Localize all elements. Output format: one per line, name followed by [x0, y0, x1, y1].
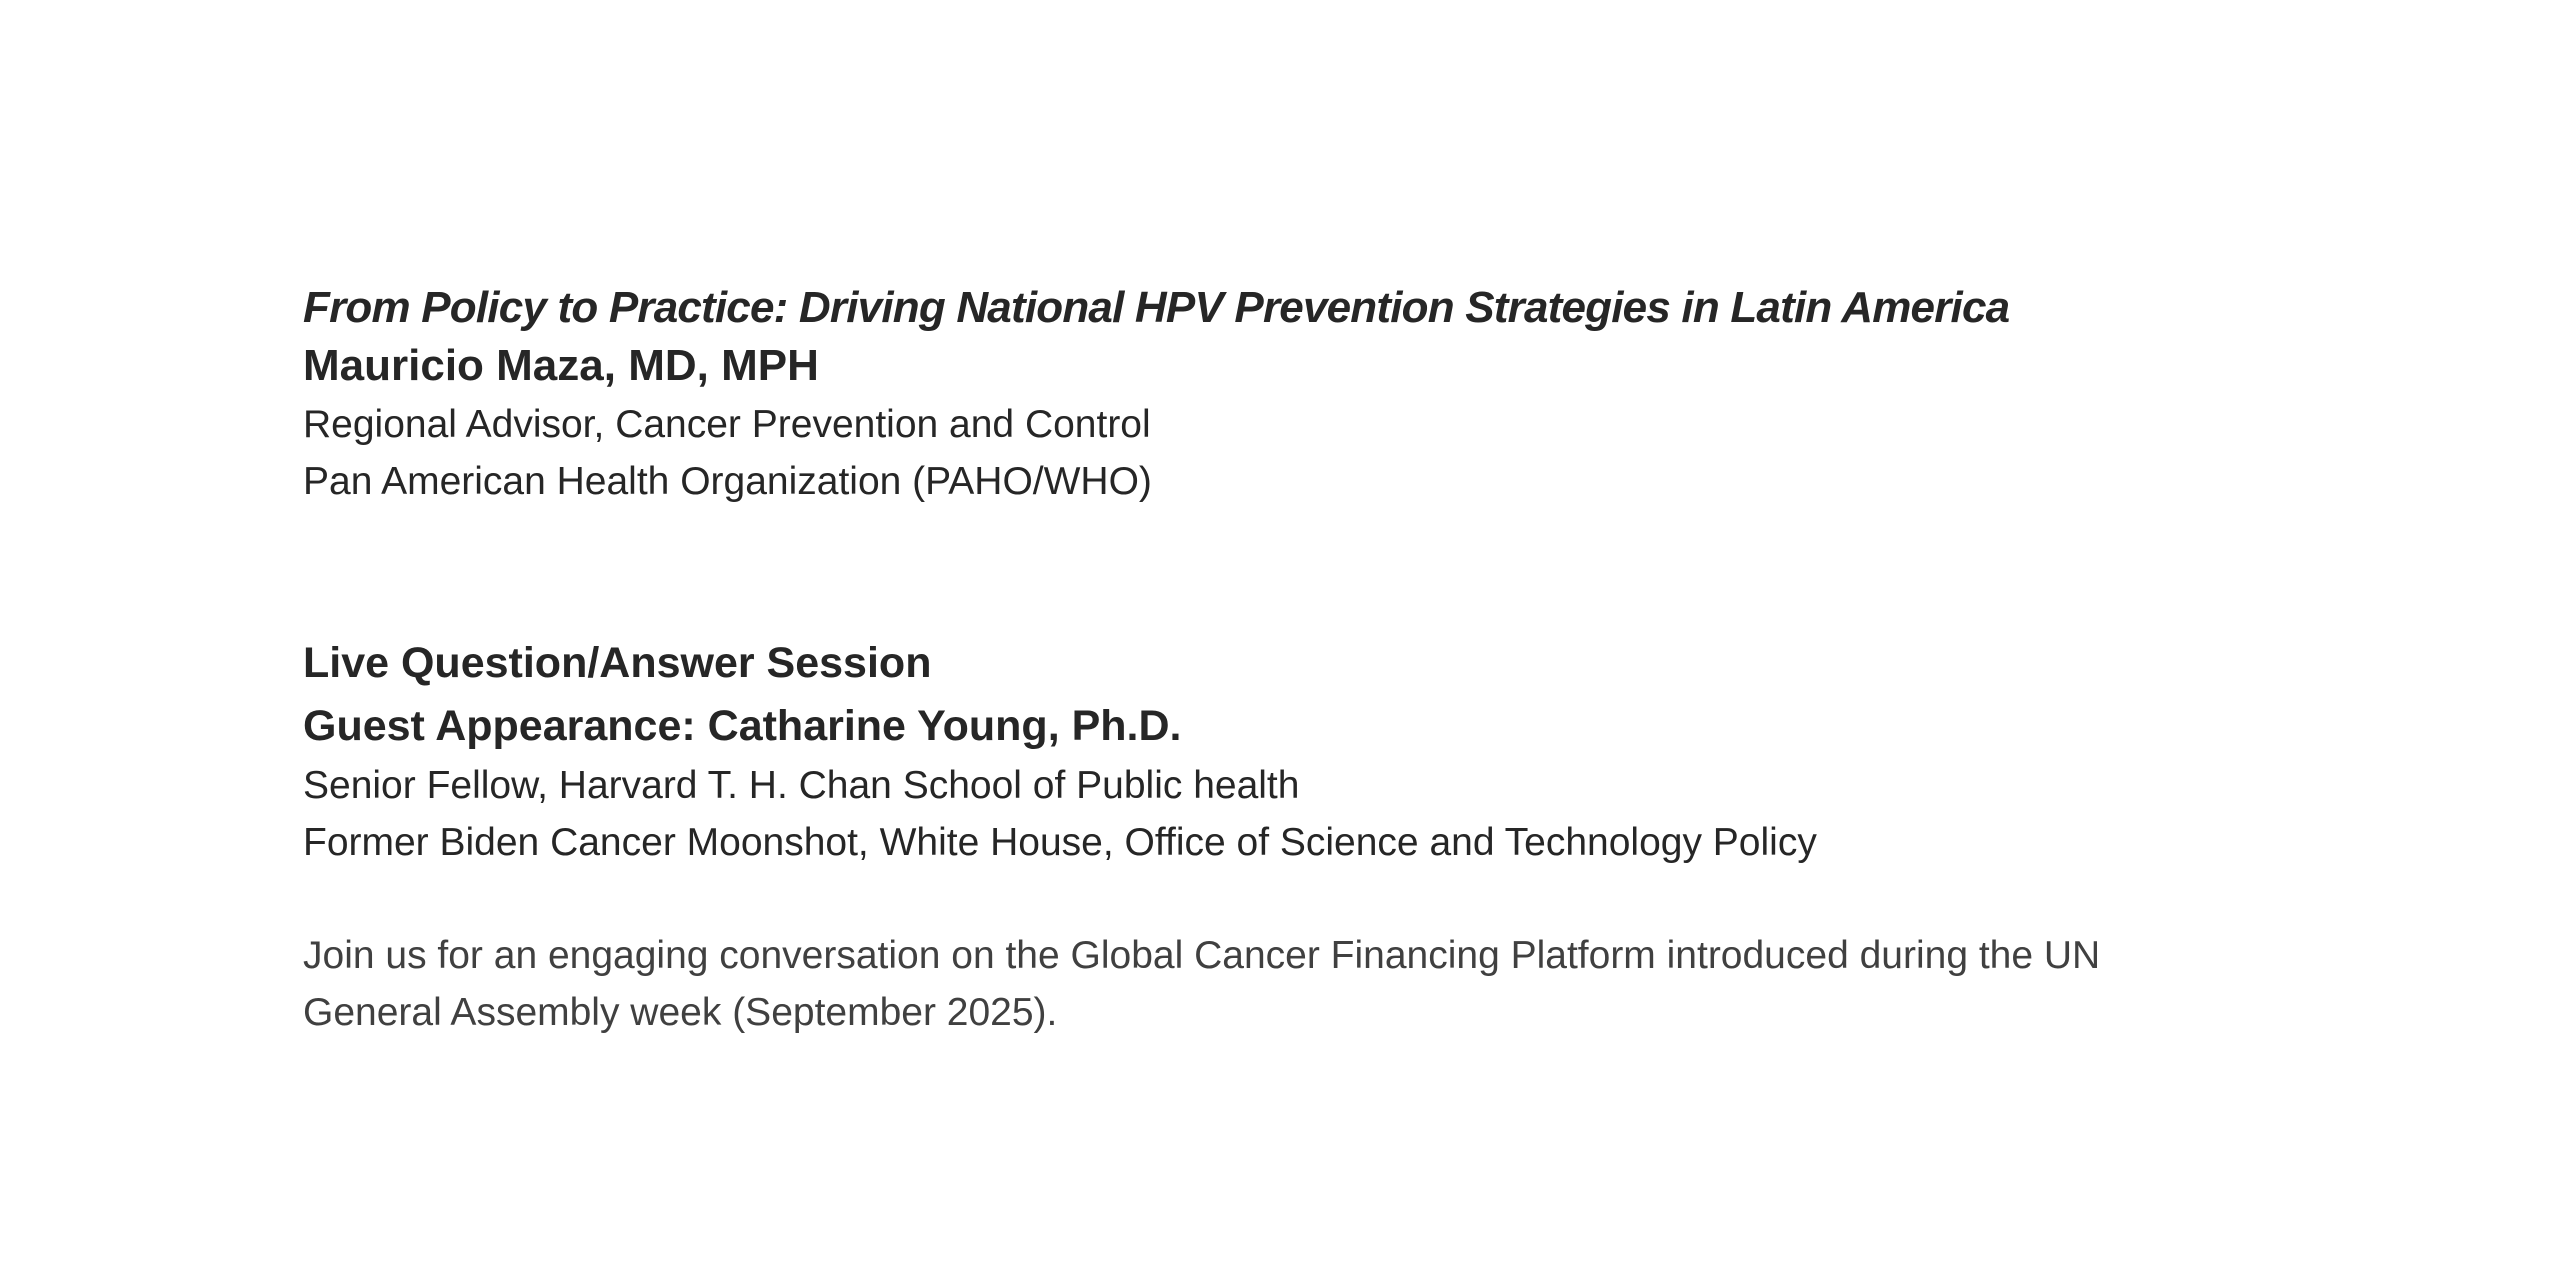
guest-former-role: Former Biden Cancer Moonshot, White House, Office of Science and Technology Policy	[303, 821, 1817, 864]
speaker-organization: Pan American Health Organization (PAHO/WHO)	[303, 460, 1152, 503]
guest-name: Guest Appearance: Catharine Young, Ph.D.	[303, 702, 1182, 750]
talk-title: From Policy to Practice: Driving National HPV Prevention Strategies in Latin America	[303, 283, 2010, 332]
speaker-name: Mauricio Maza, MD, MPH	[303, 341, 819, 390]
event-document	[303, 280, 2303, 1041]
paragraph-spacer	[303, 871, 2303, 927]
section-spacer	[303, 510, 2303, 631]
session-description-line-2: General Assembly week (September 2025).	[303, 991, 1058, 1034]
session-title: Live Question/Answer Session	[303, 639, 932, 687]
speaker-role: Regional Advisor, Cancer Prevention and Control	[303, 403, 1151, 446]
session-description-line-1: Join us for an engaging conversation on the Global Cancer Financing Platform introduced during the UN	[303, 934, 2101, 977]
guest-role: Senior Fellow, Harvard T. H. Chan School of Public health	[303, 764, 1300, 807]
